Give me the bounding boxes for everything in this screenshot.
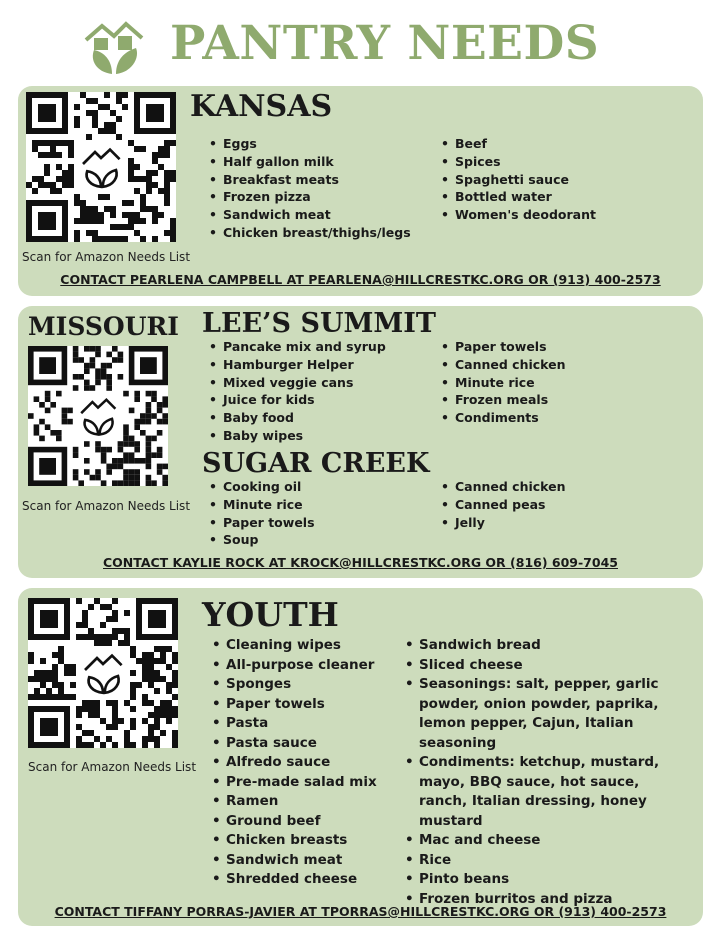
list-item: • Sandwich meat: [207, 206, 411, 224]
list-item: • Half gallon milk: [207, 153, 411, 171]
kansas-panel: [18, 86, 703, 296]
list-item: • Cleaning wipes: [210, 636, 400, 656]
kansas-items-right: [439, 135, 596, 224]
missouri-scan-label: Scan for Amazon Needs List: [22, 499, 191, 513]
list-item: • Mac and cheese: [403, 831, 673, 851]
house-leaf-logo-icon: [82, 14, 146, 78]
list-item: • Condiments: ketchup, mustard, mayo, BBQ sauce, hot sauce, ranch, Italian dressing, honey mustard: [403, 753, 673, 831]
kansas-contact-link[interactable]: CONTACT PEARLENA CAMPBELL AT PEARLENA@HILLCRESTKC.ORG OR (913) 400-2573: [60, 272, 661, 287]
list-item: • Beef: [439, 135, 596, 153]
youth-items-right: [403, 636, 673, 909]
lees-summit-title: LEE’S SUMMIT: [202, 308, 436, 339]
list-item: • Chicken breasts: [210, 831, 400, 851]
list-item: • Paper towels: [207, 514, 315, 532]
list-item: • Sandwich bread: [403, 636, 673, 656]
list-item: • Mixed veggie cans: [207, 374, 386, 392]
list-item: • Breakfast meats: [207, 171, 411, 189]
list-item: • Paper towels: [210, 695, 400, 715]
list-item: • Women's deodorant: [439, 206, 596, 224]
list-item: • Canned peas: [439, 496, 566, 514]
youth-items-left: [210, 636, 400, 890]
list-item: • Minute rice: [207, 496, 315, 514]
sugar-creek-title: SUGAR CREEK: [202, 448, 430, 479]
list-item: • Pancake mix and syrup: [207, 338, 386, 356]
missouri-qr-code[interactable]: [28, 346, 168, 486]
list-item: • Seasonings: salt, pepper, garlic powder, onion powder, paprika, lemon pepper, Cajun, Italian seasoning: [403, 675, 673, 753]
list-item: • Hamburger Helper: [207, 356, 386, 374]
list-item: • Eggs: [207, 135, 411, 153]
lees-summit-items-right: [439, 338, 566, 427]
missouri-title: MISSOURI: [28, 312, 179, 341]
list-item: • Cooking oil: [207, 478, 315, 496]
list-item: • Pasta: [210, 714, 400, 734]
list-item: • Canned chicken: [439, 356, 566, 374]
kansas-scan-label: Scan for Amazon Needs List: [22, 250, 191, 264]
missouri-panel: [18, 306, 703, 578]
kansas-items-left: [207, 135, 411, 242]
missouri-contact-link[interactable]: CONTACT KAYLIE ROCK AT KROCK@HILLCRESTKC.ORG OR (816) 609-7045: [103, 555, 618, 570]
sugar-creek-items-right: [439, 478, 566, 531]
youth-contact-link[interactable]: CONTACT TIFFANY PORRAS-JAVIER AT TPORRAS@HILLCRESTKC.ORG OR (913) 400-2573: [54, 904, 667, 919]
page-title: PANTRY NEEDS: [170, 16, 600, 71]
youth-panel: [18, 588, 703, 926]
youth-qr-code[interactable]: [28, 598, 178, 748]
list-item: • Minute rice: [439, 374, 566, 392]
list-item: • Paper towels: [439, 338, 566, 356]
kansas-qr-code[interactable]: [26, 92, 176, 242]
page-header: [0, 0, 720, 82]
list-item: • Canned chicken: [439, 478, 566, 496]
list-item: • Frozen pizza: [207, 188, 411, 206]
list-item: • All-purpose cleaner: [210, 656, 400, 676]
list-item: • Spices: [439, 153, 596, 171]
list-item: • Shredded cheese: [210, 870, 400, 890]
list-item: • Frozen burritos and pizza: [403, 890, 673, 910]
list-item: • Pasta sauce: [210, 734, 400, 754]
list-item: • Ground beef: [210, 812, 400, 832]
list-item: • Chicken breast/thighs/legs: [207, 224, 411, 242]
list-item: • Baby wipes: [207, 427, 386, 445]
list-item: • Alfredo sauce: [210, 753, 400, 773]
list-item: • Frozen meals: [439, 391, 566, 409]
list-item: • Condiments: [439, 409, 566, 427]
list-item: • Pinto beans: [403, 870, 673, 890]
list-item: • Juice for kids: [207, 391, 386, 409]
youth-scan-label: Scan for Amazon Needs List: [28, 760, 197, 774]
list-item: • Rice: [403, 851, 673, 871]
youth-title: YOUTH: [202, 595, 339, 634]
list-item: • Sliced cheese: [403, 656, 673, 676]
list-item: • Sponges: [210, 675, 400, 695]
lees-summit-items-left: [207, 338, 386, 445]
list-item: • Bottled water: [439, 188, 596, 206]
list-item: • Baby food: [207, 409, 386, 427]
list-item: • Spaghetti sauce: [439, 171, 596, 189]
list-item: • Pre-made salad mix: [210, 773, 400, 793]
list-item: • Jelly: [439, 514, 566, 532]
sugar-creek-items-left: [207, 478, 315, 549]
list-item: • Sandwich meat: [210, 851, 400, 871]
list-item: • Ramen: [210, 792, 400, 812]
list-item: • Soup: [207, 531, 315, 549]
kansas-title: KANSAS: [190, 89, 333, 124]
